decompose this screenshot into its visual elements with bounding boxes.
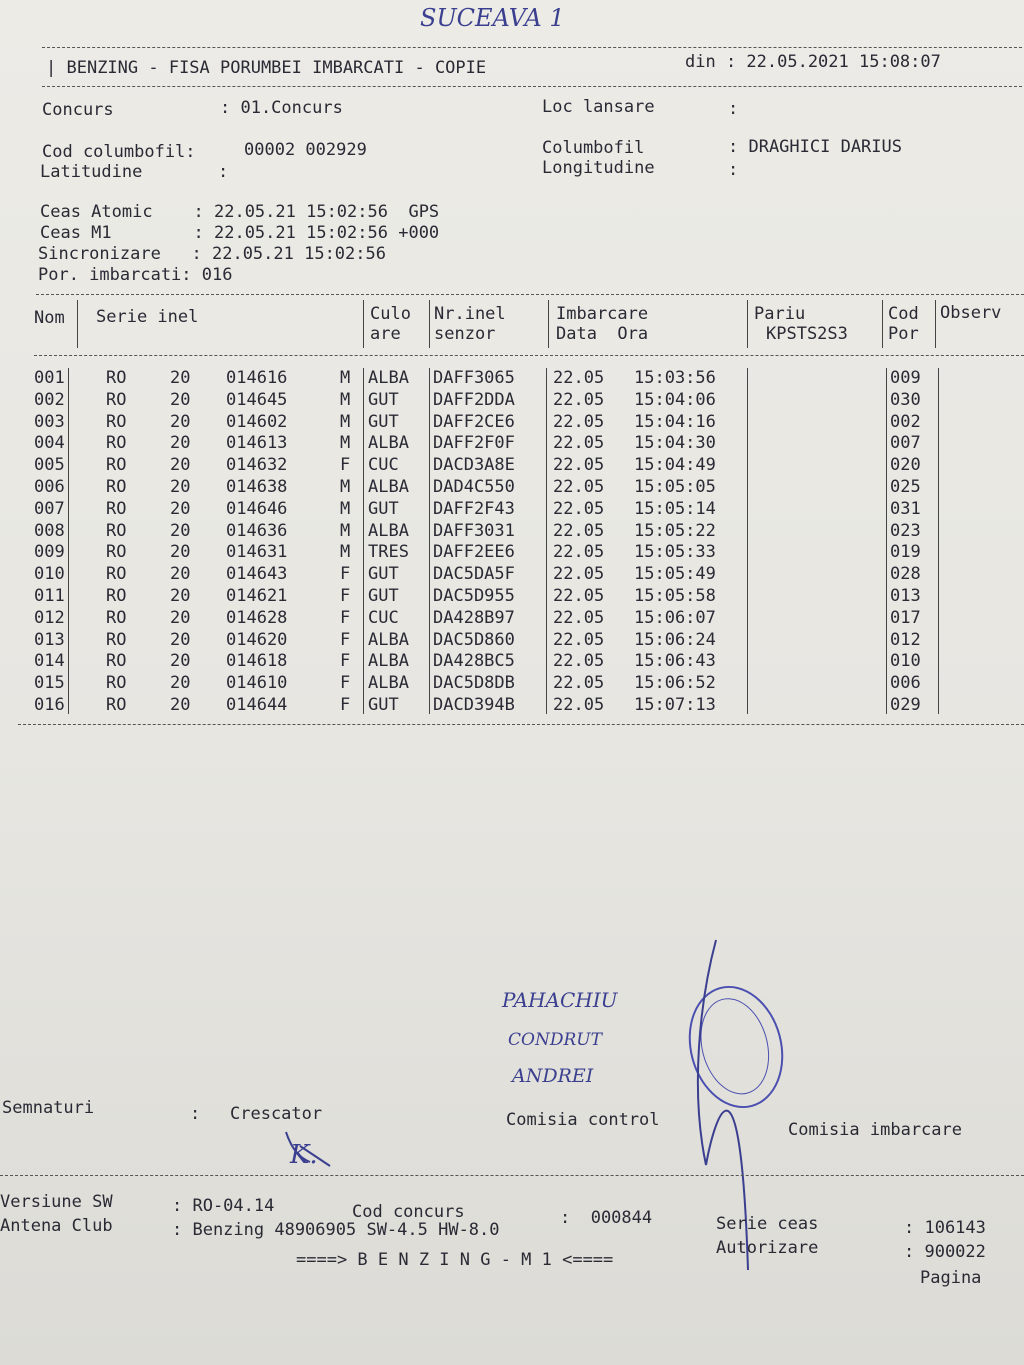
- cell-senzor: DAFF2CE6: [433, 411, 515, 432]
- cell-data: 22.05: [553, 389, 605, 410]
- cell-ora: 15:06:43: [634, 651, 716, 672]
- col-separator: [548, 300, 549, 348]
- longitudine-value: :: [728, 160, 739, 180]
- col-header-nom: Nom: [34, 308, 65, 328]
- cell-cod: 028: [890, 564, 921, 585]
- cell-ora: 15:05:14: [634, 498, 716, 519]
- latitudine-value: :: [218, 162, 229, 182]
- cell-data: 22.05: [553, 586, 605, 606]
- cell-inel: 014618: [226, 651, 288, 672]
- cod-concurs-label: Cod concurs: [352, 1202, 465, 1222]
- cell-cod: 020: [890, 455, 921, 476]
- cell-senzor: DAFF2F43: [433, 498, 515, 519]
- cell-nom: 013: [34, 629, 65, 650]
- cell-tara: RO: [106, 433, 127, 454]
- cell-tara: RO: [106, 520, 127, 541]
- cell-sex: M: [340, 542, 351, 563]
- table-row: [0, 455, 1024, 477]
- concurs-value: : 01.Concurs: [220, 98, 343, 118]
- cell-cod: 023: [890, 520, 921, 541]
- autorizare-label: Autorizare: [716, 1238, 819, 1258]
- cell-data: 22.05: [553, 564, 605, 585]
- table-row: [0, 651, 1024, 673]
- cell-data: 22.05: [553, 629, 605, 650]
- cell-inel: 014636: [226, 520, 288, 541]
- crescator-label: Crescator: [230, 1104, 323, 1124]
- cell-data: 22.05: [553, 455, 605, 476]
- cell-ora: 15:06:07: [634, 607, 716, 628]
- col-separator: [429, 300, 430, 348]
- cell-nom: 010: [34, 564, 65, 585]
- cell-culoare: GUT: [368, 564, 399, 585]
- cell-ora: 15:04:49: [634, 455, 716, 476]
- cell-inel: 014628: [226, 607, 288, 628]
- association-stamp: [676, 975, 797, 1119]
- table-row: [0, 433, 1024, 455]
- cell-data: 22.05: [553, 411, 605, 432]
- cell-sex: F: [340, 564, 351, 585]
- cell-culoare: ALBA: [368, 651, 409, 672]
- cell-ora: 15:04:30: [634, 433, 716, 454]
- cell-culoare: ALBA: [368, 629, 409, 650]
- cell-tara: RO: [106, 564, 127, 585]
- antena-value: : Benzing 48906905 SW-4.5 HW-8.0: [172, 1220, 500, 1240]
- cell-culoare: ALBA: [368, 520, 409, 541]
- cell-data: 22.05: [553, 695, 605, 715]
- cell-tara: RO: [106, 673, 127, 694]
- cell-an: 20: [170, 651, 191, 672]
- cell-cod: 030: [890, 389, 921, 410]
- versiune-value: : RO-04.14: [172, 1196, 275, 1216]
- cell-data: 22.05: [553, 607, 605, 628]
- report-date: din : 22.05.2021 15:08:07: [685, 52, 941, 72]
- cell-ora: 15:05:22: [634, 520, 716, 541]
- cell-senzor: DAFF3031: [433, 520, 515, 541]
- cell-nom: 002: [34, 389, 65, 410]
- col-header-pariu: Pariu KPSTS2S3: [754, 304, 848, 344]
- cell-culoare: GUT: [368, 411, 399, 432]
- cell-nom: 015: [34, 673, 65, 694]
- table-row: [0, 390, 1024, 412]
- cell-inel: 014602: [226, 411, 288, 432]
- footer-divider: [0, 1175, 1024, 1176]
- ceas-m1: Ceas M1 : 22.05.21 15:02:56 +000: [40, 223, 440, 243]
- cell-inel: 014620: [226, 629, 288, 650]
- cell-senzor: DAFF3065: [433, 368, 515, 388]
- cell-culoare: GUT: [368, 498, 399, 519]
- semnaturi-label: Semnaturi: [2, 1098, 95, 1118]
- cell-culoare: GUT: [368, 389, 399, 410]
- cell-senzor: DAFF2F0F: [433, 433, 515, 454]
- cell-tara: RO: [106, 695, 127, 715]
- cell-nom: 011: [34, 586, 65, 606]
- cell-nom: 004: [34, 433, 65, 454]
- cell-sex: F: [340, 586, 351, 606]
- cell-ora: 15:06:24: [634, 629, 716, 650]
- cell-data: 22.05: [553, 520, 605, 541]
- cell-inel: 014638: [226, 477, 288, 497]
- cell-an: 20: [170, 695, 191, 715]
- benzing-banner: ====> B E N Z I N G - M 1 <====: [296, 1250, 614, 1270]
- cell-an: 20: [170, 629, 191, 650]
- cell-cod: 019: [890, 542, 921, 563]
- table-row: [0, 564, 1024, 586]
- table-row: [0, 412, 1024, 434]
- cell-ora: 15:05:33: [634, 542, 716, 563]
- cell-inel: 014613: [226, 433, 288, 454]
- cell-cod: 025: [890, 477, 921, 497]
- cell-senzor: DAFF2EE6: [433, 542, 515, 563]
- cell-sex: M: [340, 411, 351, 432]
- cell-tara: RO: [106, 477, 127, 497]
- autorizare-value: : 900022: [904, 1242, 986, 1262]
- cell-an: 20: [170, 564, 191, 585]
- table-row: [0, 542, 1024, 564]
- cell-an: 20: [170, 477, 191, 497]
- cell-culoare: CUC: [368, 455, 399, 476]
- cell-data: 22.05: [553, 673, 605, 694]
- cell-senzor: DA428BC5: [433, 651, 515, 672]
- cell-tara: RO: [106, 586, 127, 606]
- cell-an: 20: [170, 411, 191, 432]
- cell-sex: F: [340, 607, 351, 628]
- comisia-control-label: Comisia control: [506, 1110, 660, 1130]
- semnaturi-colon: :: [190, 1104, 201, 1124]
- pagina-label: Pagina: [920, 1268, 982, 1288]
- table-row: [0, 673, 1024, 695]
- cell-data: 22.05: [553, 368, 605, 388]
- cell-nom: 014: [34, 651, 65, 672]
- cell-cod: 029: [890, 695, 921, 715]
- cell-nom: 009: [34, 542, 65, 563]
- cell-an: 20: [170, 542, 191, 563]
- cell-cod: 009: [890, 368, 921, 388]
- cell-senzor: DAC5D860: [433, 629, 515, 650]
- cod-columbofil-label: Cod columbofil:: [42, 142, 196, 162]
- handwritten-name: PAHACHIU: [502, 988, 618, 1012]
- columbofil-label: Columbofil: [542, 138, 645, 158]
- latitudine-label: Latitudine: [40, 162, 143, 182]
- report-title: | BENZING - FISA PORUMBEI IMBARCATI - COPIE: [46, 58, 487, 78]
- handwritten-name: ANDREI: [512, 1065, 594, 1087]
- cell-cod: 007: [890, 433, 921, 454]
- cell-nom: 016: [34, 695, 65, 715]
- cell-culoare: GUT: [368, 695, 399, 715]
- table-row: [0, 499, 1024, 521]
- cell-sex: F: [340, 455, 351, 476]
- cell-an: 20: [170, 433, 191, 454]
- loc-lansare-label: Loc lansare: [542, 97, 655, 117]
- col-header-cod: Cod Por: [888, 304, 919, 344]
- cell-culoare: TRES: [368, 542, 409, 563]
- divider: [42, 47, 1022, 48]
- cell-ora: 15:05:49: [634, 564, 716, 585]
- cod-concurs-value: : 000844: [560, 1208, 653, 1228]
- cell-sex: M: [340, 389, 351, 410]
- cell-an: 20: [170, 498, 191, 519]
- cell-inel: 014643: [226, 564, 288, 585]
- cell-culoare: ALBA: [368, 477, 409, 497]
- cell-nom: 006: [34, 477, 65, 497]
- table-bottom-border: [18, 724, 1024, 725]
- table-row: [0, 695, 1024, 717]
- cell-tara: RO: [106, 368, 127, 388]
- antena-label: Antena Club: [0, 1216, 113, 1236]
- cell-data: 22.05: [553, 477, 605, 497]
- col-header-observ: Observ: [940, 303, 1002, 323]
- cell-cod: 002: [890, 411, 921, 432]
- table-row: [0, 608, 1024, 630]
- cell-senzor: DACD394B: [433, 695, 515, 715]
- cell-sex: M: [340, 520, 351, 541]
- cell-senzor: DAD4C550: [433, 477, 515, 497]
- cell-sex: F: [340, 695, 351, 715]
- table-row: [0, 368, 1024, 390]
- table-row: [0, 521, 1024, 543]
- header-bottom-border: [34, 355, 1024, 356]
- cell-tara: RO: [106, 389, 127, 410]
- cod-columbofil-value: 00002 002929: [244, 140, 367, 160]
- cell-culoare: GUT: [368, 586, 399, 606]
- cell-inel: 014632: [226, 455, 288, 476]
- handwritten-title: SUCEAVA 1: [420, 4, 565, 32]
- serie-ceas-label: Serie ceas: [716, 1214, 819, 1234]
- handwritten-name: CONDRUT: [508, 1030, 602, 1050]
- cell-inel: 014631: [226, 542, 288, 563]
- sincronizare: Sincronizare : 22.05.21 15:02:56: [38, 244, 386, 264]
- cell-sex: F: [340, 629, 351, 650]
- col-separator: [882, 300, 883, 348]
- col-separator: [747, 300, 748, 348]
- cell-nom: 008: [34, 520, 65, 541]
- cell-sex: M: [340, 477, 351, 497]
- divider: [42, 86, 1022, 87]
- col-separator: [935, 300, 936, 348]
- loc-lansare-value: :: [728, 99, 739, 119]
- cell-an: 20: [170, 389, 191, 410]
- col-separator: [363, 300, 364, 348]
- cell-an: 20: [170, 586, 191, 606]
- cell-nom: 012: [34, 607, 65, 628]
- cell-cod: 017: [890, 607, 921, 628]
- cell-ora: 15:04:16: [634, 411, 716, 432]
- cell-senzor: DAC5D955: [433, 586, 515, 606]
- cell-ora: 15:03:56: [634, 368, 716, 388]
- cell-an: 20: [170, 607, 191, 628]
- col-header-imbarcare: Imbarcare Data Ora: [556, 304, 649, 344]
- cell-senzor: DAC5D8DB: [433, 673, 515, 694]
- cell-data: 22.05: [553, 651, 605, 672]
- cell-inel: 014610: [226, 673, 288, 694]
- cell-sex: M: [340, 498, 351, 519]
- concurs-label: Concurs: [42, 100, 114, 120]
- table-row: [0, 630, 1024, 652]
- cell-inel: 014616: [226, 368, 288, 388]
- cell-cod: 031: [890, 498, 921, 519]
- columbofil-value: : DRAGHICI DARIUS: [728, 137, 902, 157]
- crescator-initial: K.: [290, 1140, 318, 1170]
- col-separator: [77, 300, 78, 348]
- serie-ceas-value: : 106143: [904, 1218, 986, 1238]
- cell-nom: 003: [34, 411, 65, 432]
- cell-an: 20: [170, 673, 191, 694]
- cell-ora: 15:07:13: [634, 695, 716, 715]
- versiune-label: Versiune SW: [0, 1192, 113, 1212]
- col-header-culoare: Culo are: [370, 304, 411, 344]
- cell-inel: 014621: [226, 586, 288, 606]
- cell-nom: 007: [34, 498, 65, 519]
- cell-culoare: CUC: [368, 607, 399, 628]
- table-row: [0, 477, 1024, 499]
- cell-inel: 014646: [226, 498, 288, 519]
- cell-tara: RO: [106, 455, 127, 476]
- cell-inel: 014644: [226, 695, 288, 715]
- cell-tara: RO: [106, 651, 127, 672]
- cell-data: 22.05: [553, 433, 605, 454]
- cell-ora: 15:04:06: [634, 389, 716, 410]
- col-header-nr-inel: Nr.inel senzor: [434, 304, 506, 344]
- cell-cod: 013: [890, 586, 921, 606]
- cell-tara: RO: [106, 411, 127, 432]
- cell-nom: 005: [34, 455, 65, 476]
- cell-ora: 15:05:05: [634, 477, 716, 497]
- cell-cod: 006: [890, 673, 921, 694]
- ceas-atomic: Ceas Atomic : 22.05.21 15:02:56 GPS: [40, 202, 440, 222]
- cell-sex: F: [340, 651, 351, 672]
- comisia-imbarcare-label: Comisia imbarcare: [788, 1120, 962, 1140]
- cell-tara: RO: [106, 607, 127, 628]
- table-top-border: [36, 294, 1024, 295]
- col-header-serie: Serie inel: [96, 307, 199, 327]
- cell-tara: RO: [106, 629, 127, 650]
- cell-cod: 012: [890, 629, 921, 650]
- cell-senzor: DACD3A8E: [433, 455, 515, 476]
- cell-sex: F: [340, 673, 351, 694]
- cell-culoare: ALBA: [368, 368, 409, 388]
- cell-an: 20: [170, 368, 191, 388]
- cell-data: 22.05: [553, 542, 605, 563]
- cell-an: 20: [170, 520, 191, 541]
- cell-tara: RO: [106, 498, 127, 519]
- cell-sex: M: [340, 368, 351, 388]
- cell-data: 22.05: [553, 498, 605, 519]
- table-row: [0, 586, 1024, 608]
- cell-an: 20: [170, 455, 191, 476]
- cell-senzor: DA428B97: [433, 607, 515, 628]
- cell-senzor: DAFF2DDA: [433, 389, 515, 410]
- cell-nom: 001: [34, 368, 65, 388]
- longitudine-label: Longitudine: [542, 158, 655, 178]
- cell-culoare: ALBA: [368, 433, 409, 454]
- cell-ora: 15:05:58: [634, 586, 716, 606]
- cell-sex: M: [340, 433, 351, 454]
- por-imbarcati: Por. imbarcati: 016: [38, 265, 233, 285]
- cell-ora: 15:06:52: [634, 673, 716, 694]
- cell-culoare: ALBA: [368, 673, 409, 694]
- cell-tara: RO: [106, 542, 127, 563]
- cell-senzor: DAC5DA5F: [433, 564, 515, 585]
- cell-inel: 014645: [226, 389, 288, 410]
- cell-cod: 010: [890, 651, 921, 672]
